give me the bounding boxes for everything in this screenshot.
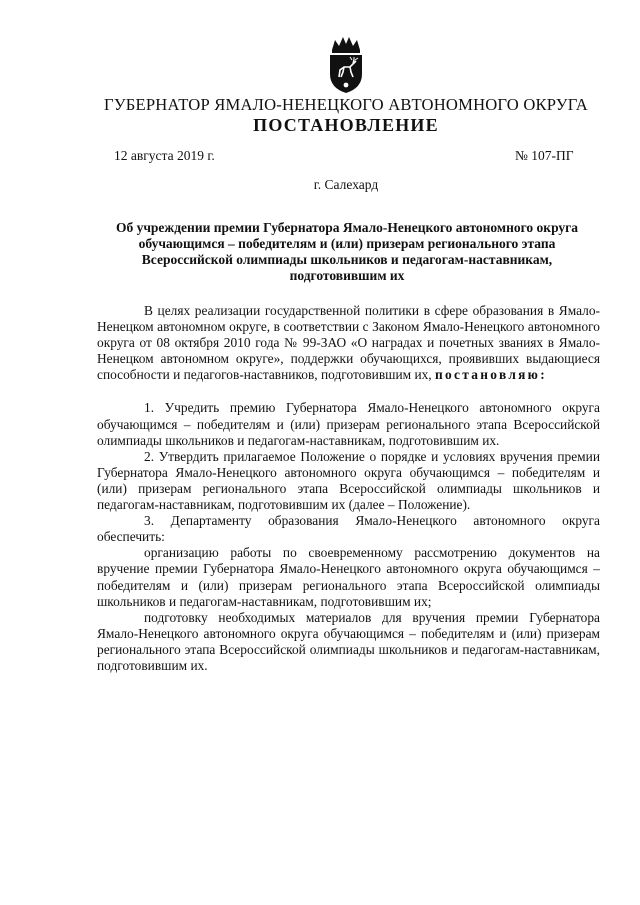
document-number: № 107-ПГ [515,148,574,163]
item-2-paragraph: 2. Утвердить прилагаемое Положение о порядке и условиях вручения премии Губернатора Ямало-Ненецкого автономного округа обучающимся – победителям и (или) призерам регионального этапа Всероссийской олимпиады школьников и педагогам-наставникам, подготовившим их (далее – Положение). [97,448,600,513]
document-city: г. Салехард [313,177,379,192]
item-3-paragraph: 3. Департаменту образования Ямало-Ненецкого автономного округа обеспечить: [97,513,600,545]
item-1-paragraph: 1. Учредить премию Губернатора Ямало-Ненецкого автономного округа обучающимся – победителям и (или) призерам регионального этапа Всероссийской олимпиады школьников и педагогам-наставникам, подготовившим их. [97,400,600,448]
item-3-subitem-2: подготовку необходимых материалов для вручения премии Губернатора Ямало-Ненецкого автономного округа обучающимся – победителям и (или) призерам регионального этапа Всероссийской олимпиады школьников и педагогам-наставникам, подготовившим их. [97,609,600,673]
preamble-paragraph [97,303,600,383]
coat-of-arms-icon [323,36,369,94]
organization-name: ГУБЕРНАТОР ЯМАЛО-НЕНЕЦКОГО АВТОНОМНОГО ОКРУГА [104,95,588,114]
decree-word: постановляю: [435,367,547,383]
document-type: ПОСТАНОВЛЕНИЕ [253,115,439,135]
document-date: 12 августа 2019 г. [114,148,215,163]
preamble-text: В целях реализации государственной политики в сфере образования в Ямало-Ненецком автономном округе, в соответствии с Законом Ямало-Ненецкого автономного округа от 08 октября 2010 года № 99-ЗАО «О наградах и почетных званиях в Ямало-Ненецком автономном округе», поддержки обучающихся, проявивших выдающиеся способности и педагогов-наставников, подготовившим их, [97,303,600,383]
document-body [97,303,600,674]
document-title: Об учреждении премии Губернатора Ямало-Ненецкого автономного округа обучающимся – победителям и (или) призерам регионального этапа Всероссийской олимпиады школьников и педагогам-наставникам, подготовившим их [115,220,579,283]
item-3-subitem-1: организацию работы по своевременному рассмотрению документов на вручение премии Губернатора Ямало-Ненецкого автономного округа обучающимся – победителям и (или) призерам регионального этапа Всероссийской олимпиады школьников и педагогам-наставникам, подготовившим их; [97,545,600,609]
